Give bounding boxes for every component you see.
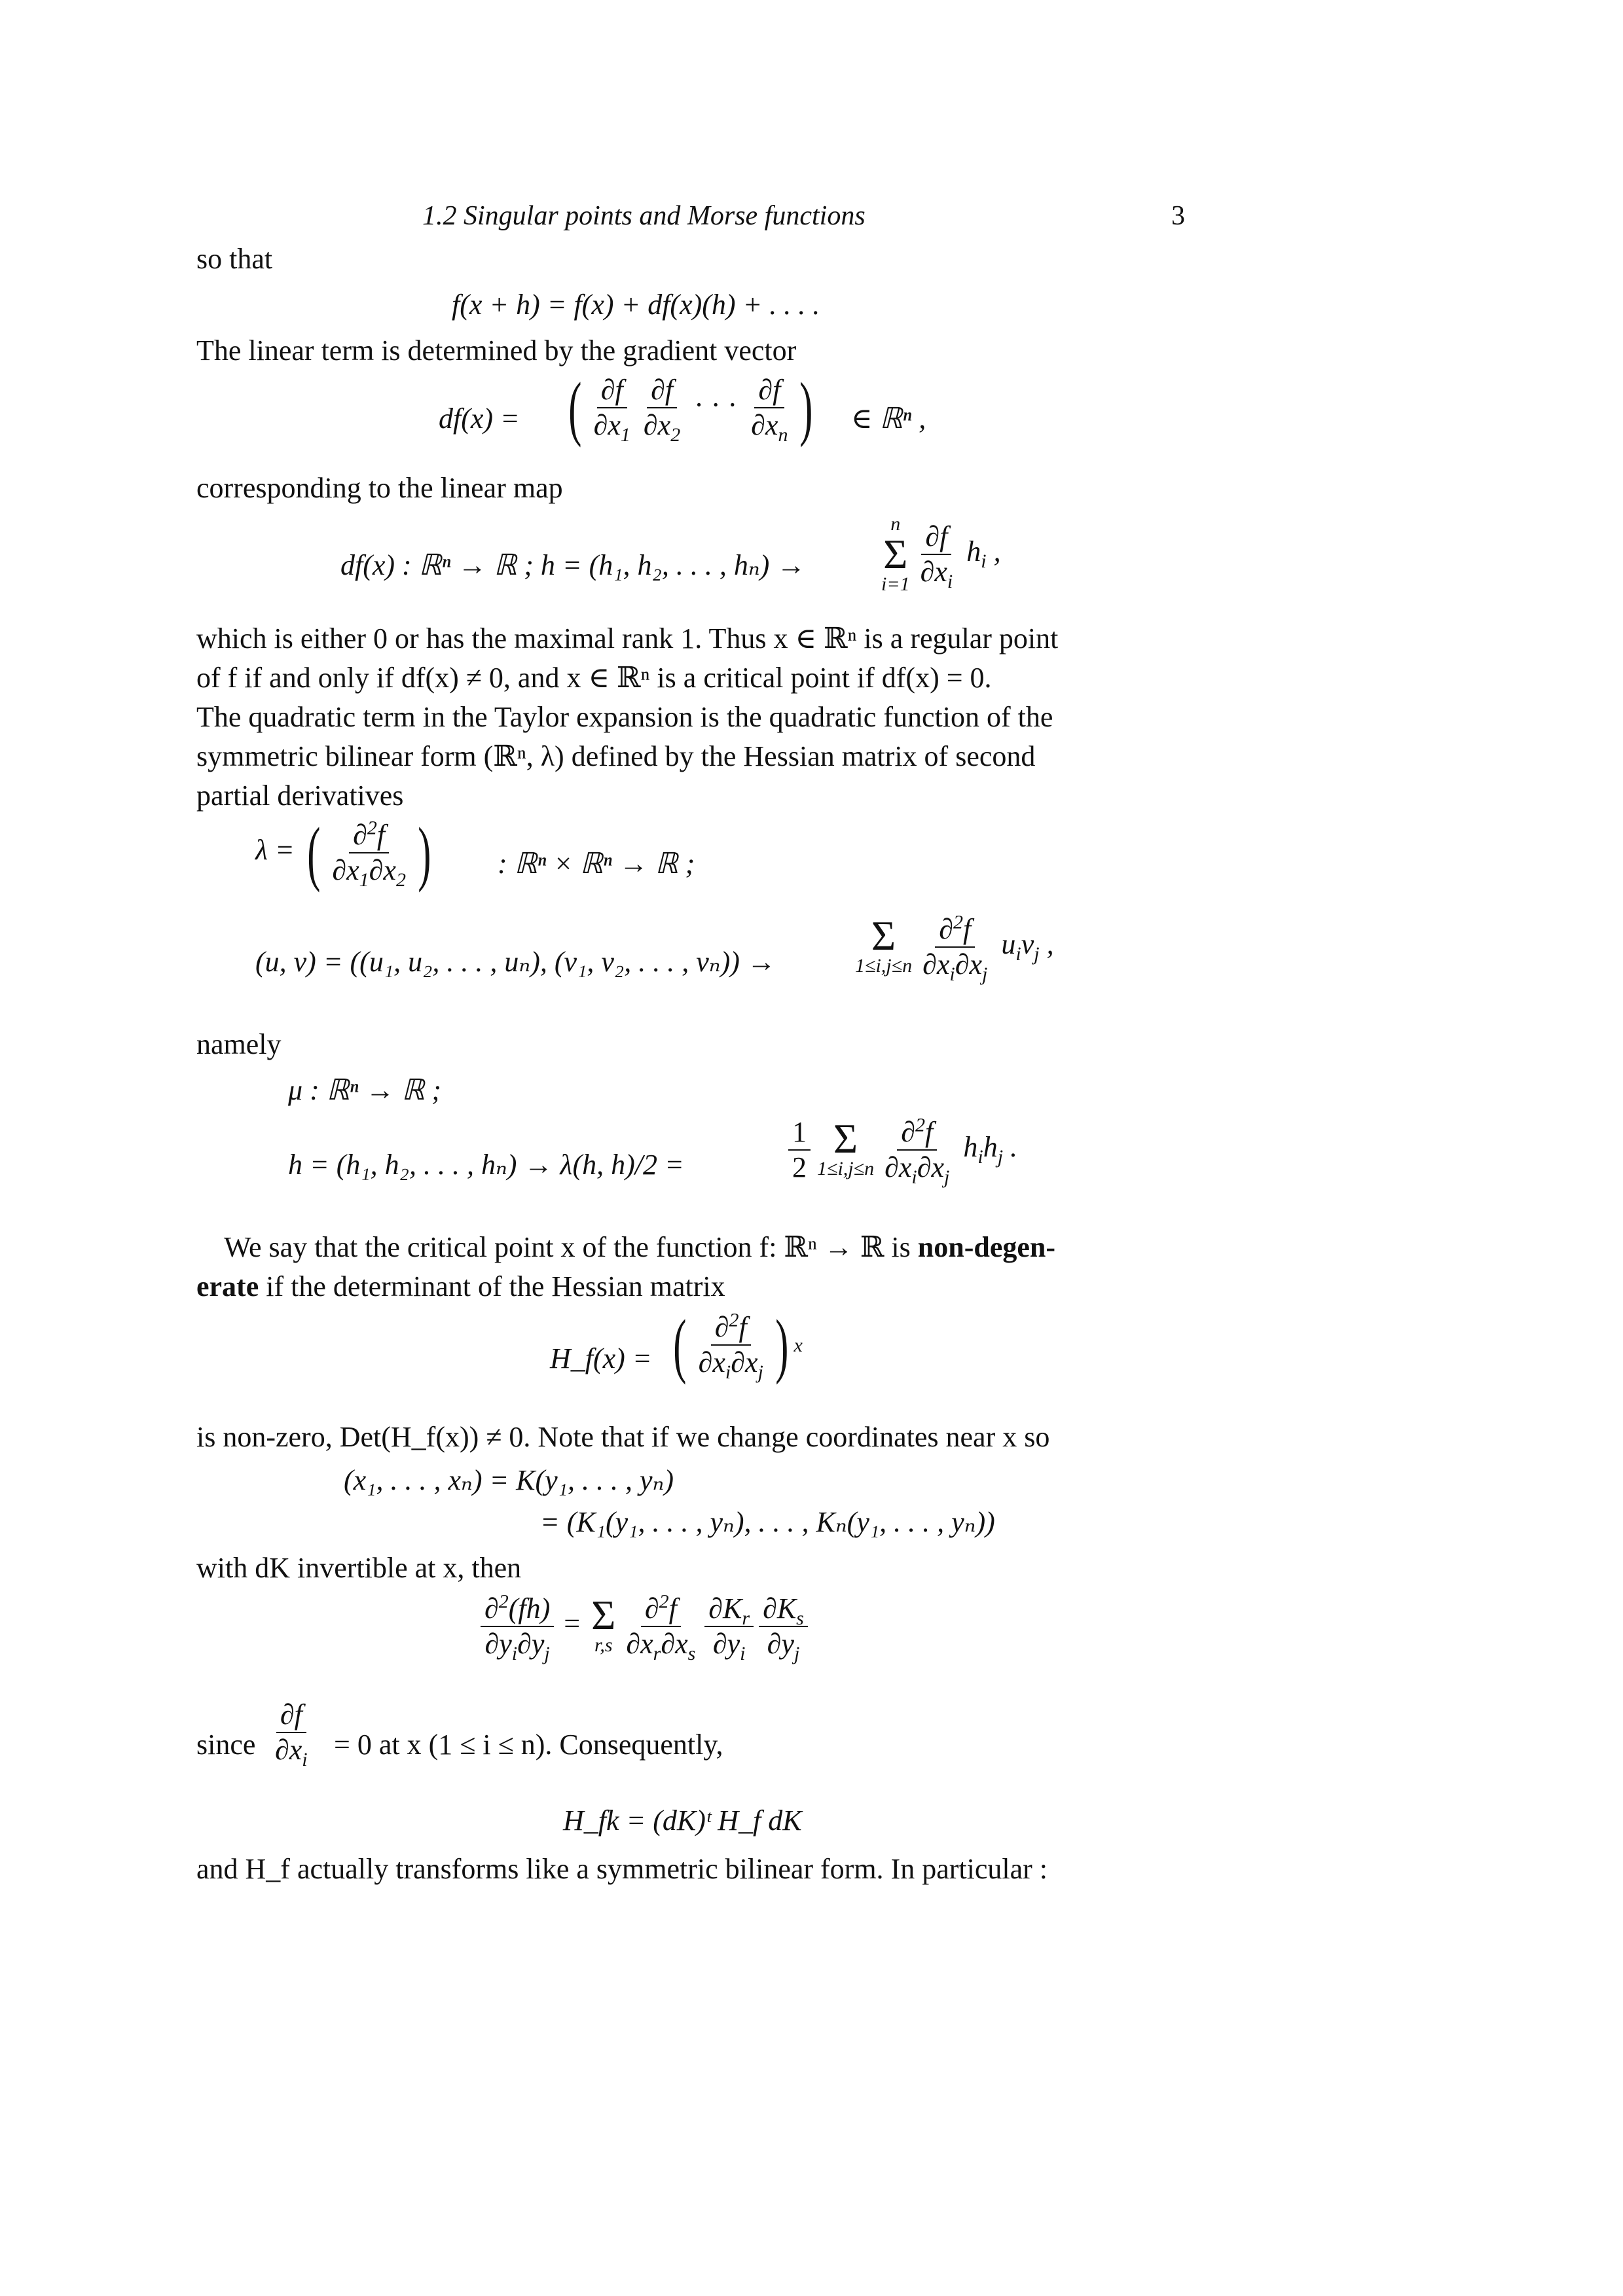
text-corresponding: corresponding to the linear map <box>196 472 563 504</box>
fraction: $\frac{\partial^2f}{\partial x_r\partial x_s}$ <box>626 1590 696 1664</box>
fraction: $\frac{\partial^2f}{\partial x_1\partial x_2}$ <box>332 817 406 891</box>
text-rank-2: of f if and only if df(x) ≠ 0, and x ∈ ℝⁿ is a critical point if df(x) = 0. <box>196 662 992 694</box>
text-linear-term: The linear term is determined by the gradient vector <box>196 334 797 367</box>
equation-mu <box>196 1064 1185 1117</box>
right-paren: ) <box>799 368 813 448</box>
fraction: $\frac{\partial f}{\partial x_i}$ <box>920 520 953 592</box>
text-nondegen-1 <box>196 1228 1185 1267</box>
transform-law: H_fk = (dK)ᵗ H_f dK <box>563 1804 802 1837</box>
fraction: $\frac{\partial K_r}{\partial y_i}$ <box>704 1593 754 1660</box>
text-rank-3: The quadratic term in the Taylor expansion is the quadratic function of the <box>196 701 1053 733</box>
since-fraction <box>268 1698 314 1770</box>
fraction: $\frac{\partial^2f}{\partial x_i\partial x_j}$ <box>922 911 988 985</box>
fraction: $\frac{\partial^2f}{\partial x_i\partial x_j}$ <box>884 1114 950 1188</box>
fraction: $\frac{\partial f}{\partial x_i}$ <box>275 1698 308 1770</box>
text-nondegen-2 <box>196 1267 1185 1306</box>
section-title: 1.2 Singular points and Morse functions <box>422 201 866 231</box>
left-paren: ( <box>673 1305 687 1385</box>
text-run: We say that the critical point x of the function f: ℝⁿ → ℝ is <box>224 1231 918 1263</box>
fraction: $\frac{\partial f}{\partial x_2}$ <box>643 374 681 446</box>
sum-symbol: Σ r,s <box>591 1592 616 1656</box>
equation-uv <box>196 911 1185 1025</box>
h-lhs: h = (h₁, h₂, . . . , hₙ) → λ(h, h)/2 = <box>288 1149 684 1181</box>
fraction: $\frac{\partial^2f}{\partial x_i\partial x_j}$ <box>698 1309 763 1383</box>
since-tail: = 0 at x (1 ≤ i ≤ n). Consequently, <box>334 1729 723 1761</box>
coord-line-2: = (K₁(y₁, . . . , yₙ), . . . , Kₙ(y₁, . . . , yₙ)) <box>540 1506 995 1538</box>
page-number: 3 <box>1171 201 1185 231</box>
taylor-expansion: f(x + h) = f(x) + df(x)(h) + . . . . <box>452 289 820 321</box>
fraction: $\frac{\partial f}{\partial x_1}$ <box>593 374 630 446</box>
mu-map: μ : ℝⁿ → ℝ ; <box>288 1074 441 1106</box>
fraction-half: $\frac{1}{2}$ <box>788 1117 811 1183</box>
sum-symbol: Σ 1≤i,j≤n <box>817 1115 875 1179</box>
term-non-degenerate: non-degen- <box>917 1231 1056 1263</box>
lambda-map: : ℝⁿ × ℝⁿ → ℝ ; <box>498 848 695 880</box>
fraction: $\frac{\partial^2(fh)}{\partial y_i\partial y_j}$ <box>481 1593 554 1660</box>
equation-taylor <box>196 279 1185 331</box>
coord-line-1: (x₁, . . . , xₙ) = K(y₁, . . . , yₙ) <box>344 1464 674 1496</box>
right-paren: ) <box>418 813 431 893</box>
gradient-lhs: df(x) = <box>439 403 520 435</box>
text-rank-4: symmetric bilinear form (ℝⁿ, λ) defined by the Hessian matrix of second <box>196 740 1036 772</box>
h-sum <box>786 1114 1018 1188</box>
equation-hessian <box>196 1306 1185 1418</box>
equation-chain-rule <box>196 1588 1185 1699</box>
lambda-symbol: λ = <box>255 834 302 867</box>
subscript-x: x <box>793 1335 803 1357</box>
sum-symbol: n Σ i=1 <box>881 513 910 595</box>
uv-sum <box>851 911 1054 985</box>
gradient-vector <box>563 368 818 448</box>
equation-linear-map <box>196 508 1185 619</box>
term-erate: erate <box>196 1270 259 1302</box>
text-since-line <box>196 1699 1185 1797</box>
fraction: $\frac{\partial f}{\partial x_n}$ <box>751 374 788 446</box>
text-run: if the determinant of the Hessian matrix <box>259 1270 725 1302</box>
term-hh: $h_ih_j$ . <box>963 1131 1018 1168</box>
sum-symbol: Σ 1≤i,j≤n <box>855 912 913 977</box>
equation-coord-1 <box>196 1457 1185 1503</box>
fraction: $\frac{\partial K_s}{\partial y_j}$ <box>759 1593 808 1660</box>
since-word: since <box>196 1729 256 1761</box>
uv-lhs: (u, v) = ((u₁, u₂, . . . , uₙ), (v₁, v₂, . . . , vₙ)) → <box>255 946 776 978</box>
hessian-matrix <box>668 1305 803 1385</box>
equation-gradient <box>196 370 1185 469</box>
linear-map-lhs: df(x) : ℝⁿ → ℝ ; h = (h₁, h₂, . . . , hₙ) → <box>340 549 806 581</box>
left-paren: ( <box>568 368 582 448</box>
text-so-that: so that <box>196 243 273 275</box>
text-rank-5: partial derivatives <box>196 780 404 812</box>
linear-map-sum <box>877 513 1001 596</box>
text-final: and H_f actually transforms like a symmetric bilinear form. In particular : <box>196 1853 1048 1885</box>
right-paren: ) <box>775 1305 789 1385</box>
lambda-def <box>255 813 437 893</box>
equation-coord-2 <box>196 1503 1185 1549</box>
left-paren: ( <box>306 813 321 893</box>
gradient-rhs: ∈ ℝⁿ , <box>851 403 926 435</box>
running-header <box>196 190 1185 236</box>
chain-rule: $\frac{\partial^2(fh)}{\partial y_i\partial y_j}$ = Σ r,s $\frac{\partial^2f}{\partial x_r\partial x_s}$ $\frac{\partial K_r}{\partial y_i}$ $\frac{\partial K_s}{\partial y_j}$ <box>478 1593 811 1660</box>
equation-h <box>196 1114 1185 1228</box>
text-nonzero: is non-zero, Det(H_f(x)) ≠ 0. Note that if we change coordinates near x so <box>196 1421 1050 1453</box>
text-rank-1: which is either 0 or has the maximal rank 1. Thus x ∈ ℝⁿ is a regular point <box>196 622 1059 655</box>
ellipsis: · · · <box>694 389 738 422</box>
text-namely: namely <box>196 1028 282 1060</box>
page-body <box>196 190 1185 1889</box>
equation-transform <box>196 1797 1185 1850</box>
hessian-lhs: H_f(x) = <box>550 1342 652 1374</box>
term-hi: $h_i$ , <box>966 535 1001 572</box>
equation-lambda <box>196 813 1185 914</box>
text-with-dk: with dK invertible at x, then <box>196 1552 522 1584</box>
term-uv: $u_iv_j$ , <box>1001 928 1054 965</box>
